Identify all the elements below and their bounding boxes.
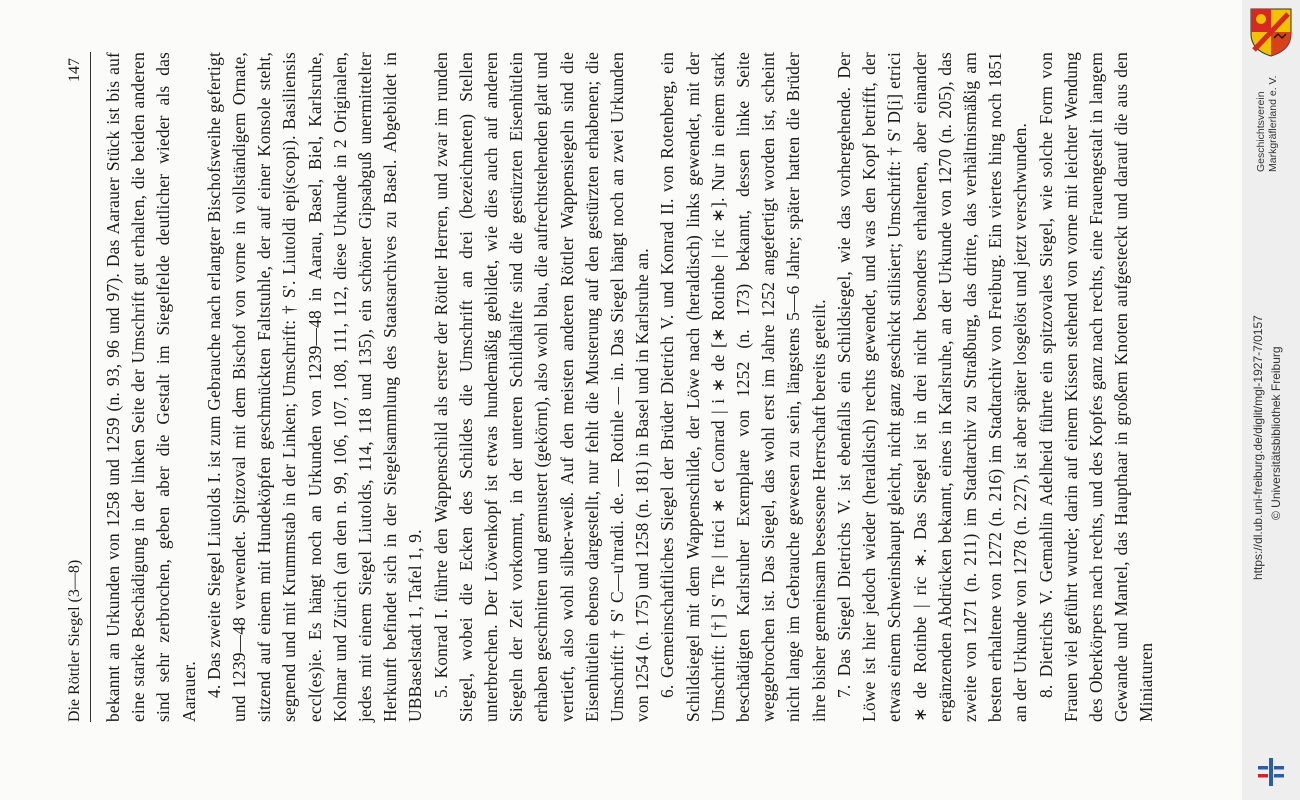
- org-line-2: Markgräflerland e. V.: [1267, 75, 1279, 172]
- viewer-sidebar: [1242, 0, 1300, 800]
- org-line-1: Geschichtsverein: [1255, 91, 1267, 172]
- paragraph: 7. Das Siegel Dietrichs V. ist ebenfalls ein Schildsiegel, wie das vorhergehende. Der Löwe ist hier jedoch wieder (heraldisch) rechts gewendet, und was den Kopf betrifft, der etwas einem Schweinshaupt gleicht, nicht ganz geschickt stilisiert; Umschrift: † S' D[i] etrici ∗ de Rotinbe | ric ∗. Das Siegel ist in drei nicht besonders erhaltenen, aber einander ergänzenden Abdrücken bekannt, eines in Karlsruhe, an der Urkunde von 1270 (n. 205), das zweite von 1271 (n. 211) im Stadtarchiv zu Straßburg, das dritte, das verhältnismäßig am besten erhaltene von 1272 (n. 216) im Stadtarchiv von Freiburg. Ein viertes hing noch 1851 an der Urkunde von 1278 (n. 227), ist aber später losgelöst und jetzt verschwunden.: [833, 52, 1031, 722]
- paragraph: 4. Das zweite Siegel Liutolds I. ist zum Gebrauche nach erlangter Bischofsweihe gefertigt und 1239—48 verwendet. Spitzoval mit dem Bischof von vorne in vollständigem Ornate, sitzend auf einem mit Hundeköpfen geschmückten Faltstuhle, der auf einer Konsole steht, segnend und mit Krummstab in der Linken; Umschrift: † S'. Liutoldi epi(scopi). Basiliensis eccl(es)ie. Es hängt noch an Urkunden von 1239—48 in Aarau, Basel, Biel, Karlsruhe, Kolmar und Zürich (an den n. 99, 106, 107, 108, 111, 112, diese Urkunde in 2 Originalen, jedes mit einem Siegel Liutolds, 114, 118 und 135), ein schöner Gipsabguß unermittelter Herkunft befindet sich in der Siegelsammlung des Staatsarchives zu Basel. Abgebildet in UBBaselstadt 1, Tafel 1, 9.: [203, 52, 426, 722]
- paragraph: bekannt an Urkunden von 1258 und 1259 (n. 93, 96 und 97). Das Aarauer Stück ist bis auf eine starke Beschädigung in der linken Seite der Umschrift gut erhalten, die beiden anderen sind sehr zerbrochen, geben aber die Gestalt im Siegelfelde deutlicher wieder als das Aarauer.: [103, 52, 199, 722]
- paragraph: 5. Konrad I. führte den Wappenschild als erster der Röttler Herren, und zwar im runden Siegel, wobei die Ecken des Schildes die Umschrift an drei (bezeichneten) Stellen unterbrechen. Der Löwenkopf ist etwas hundemäßig gebildet, wie dies auch auf anderen Siegeln der Zeit vorkommt, in der unteren Schildhälfte sind die gestürzten Eisenhütlein erhaben geschnitten und gemustert (gekörnt), also wohl blau, die aufrechtstehenden glatt und vertieft, also wohl silber-weiß. Auf den meisten anderen Röttler Wappensiegeln sind die Eisenhütlein ebenso dargestellt, nur fehlt die Musterung auf den gestürzten erhabenen; die Umschrift: † S' C—u'nradi. de. — Rotinle — in. Das Siegel hängt noch an zwei Urkunden von 1254 (n. 175) und 1258 (n. 181) in Basel und in Karlsruhe an.: [430, 52, 653, 722]
- copyright-notice: © Universitätsbibliothek Freiburg: [1269, 346, 1283, 520]
- body-text: [101, 52, 1160, 722]
- paragraph: 8. Dietrichs V. Gemahlin Adelheid führte ein spitzovales Siegel, wie solche Form von Frauen viel geführt wurde; darin auf einem Kissen stehend von vorne mit leichter Wendung des Oberkörpers nach rechts, und des Kopfes ganz nach rechts, eine Frauengestalt in langem Gewande und Mantel, das Haupthaar in großem Knoten aufgesteckt und darauf die aus den Miniaturen: [1035, 52, 1157, 722]
- coat-of-arms-icon: [1248, 6, 1294, 58]
- running-title: Die Röttler Siegel (3—8): [66, 559, 83, 722]
- running-header: [66, 52, 91, 722]
- paragraph: 6. Gemeinschaftliches Siegel der Brüder Dietrich V. und Konrad II. von Rotenberg, ein Schildsiegel mit dem Wappenschilde, der Löwe nach (heraldisch) links gewendet, mit der Umschrift: [†] S' Tie | trici ∗ et Conrad | i ∗ de [∗ Rotinbe | ric ∗]. Nur in einem stark beschädigten Karlsruher Exemplare von 1252 (n. 173) bekannt, dessen linke Seite weggebrochen ist. Das Siegel, das wohl erst im Jahre 1252 angefertigt worden ist, scheint nicht lange im Gebrauche gewesen zu sein, längstens 5—6 Jahre; später hatten die Brüder ihre bisher gemeinsam besessene Herrschaft bereits geteilt.: [657, 52, 829, 722]
- permalink-link[interactable]: https://dl.ub.uni-freiburg.de/diglit/mgl-1927-7/0157: [1251, 315, 1265, 580]
- page-number: 147: [66, 58, 83, 82]
- organization-name: [1255, 76, 1279, 173]
- university-library-logo-icon: [1258, 758, 1284, 786]
- book-page: [36, 30, 1206, 770]
